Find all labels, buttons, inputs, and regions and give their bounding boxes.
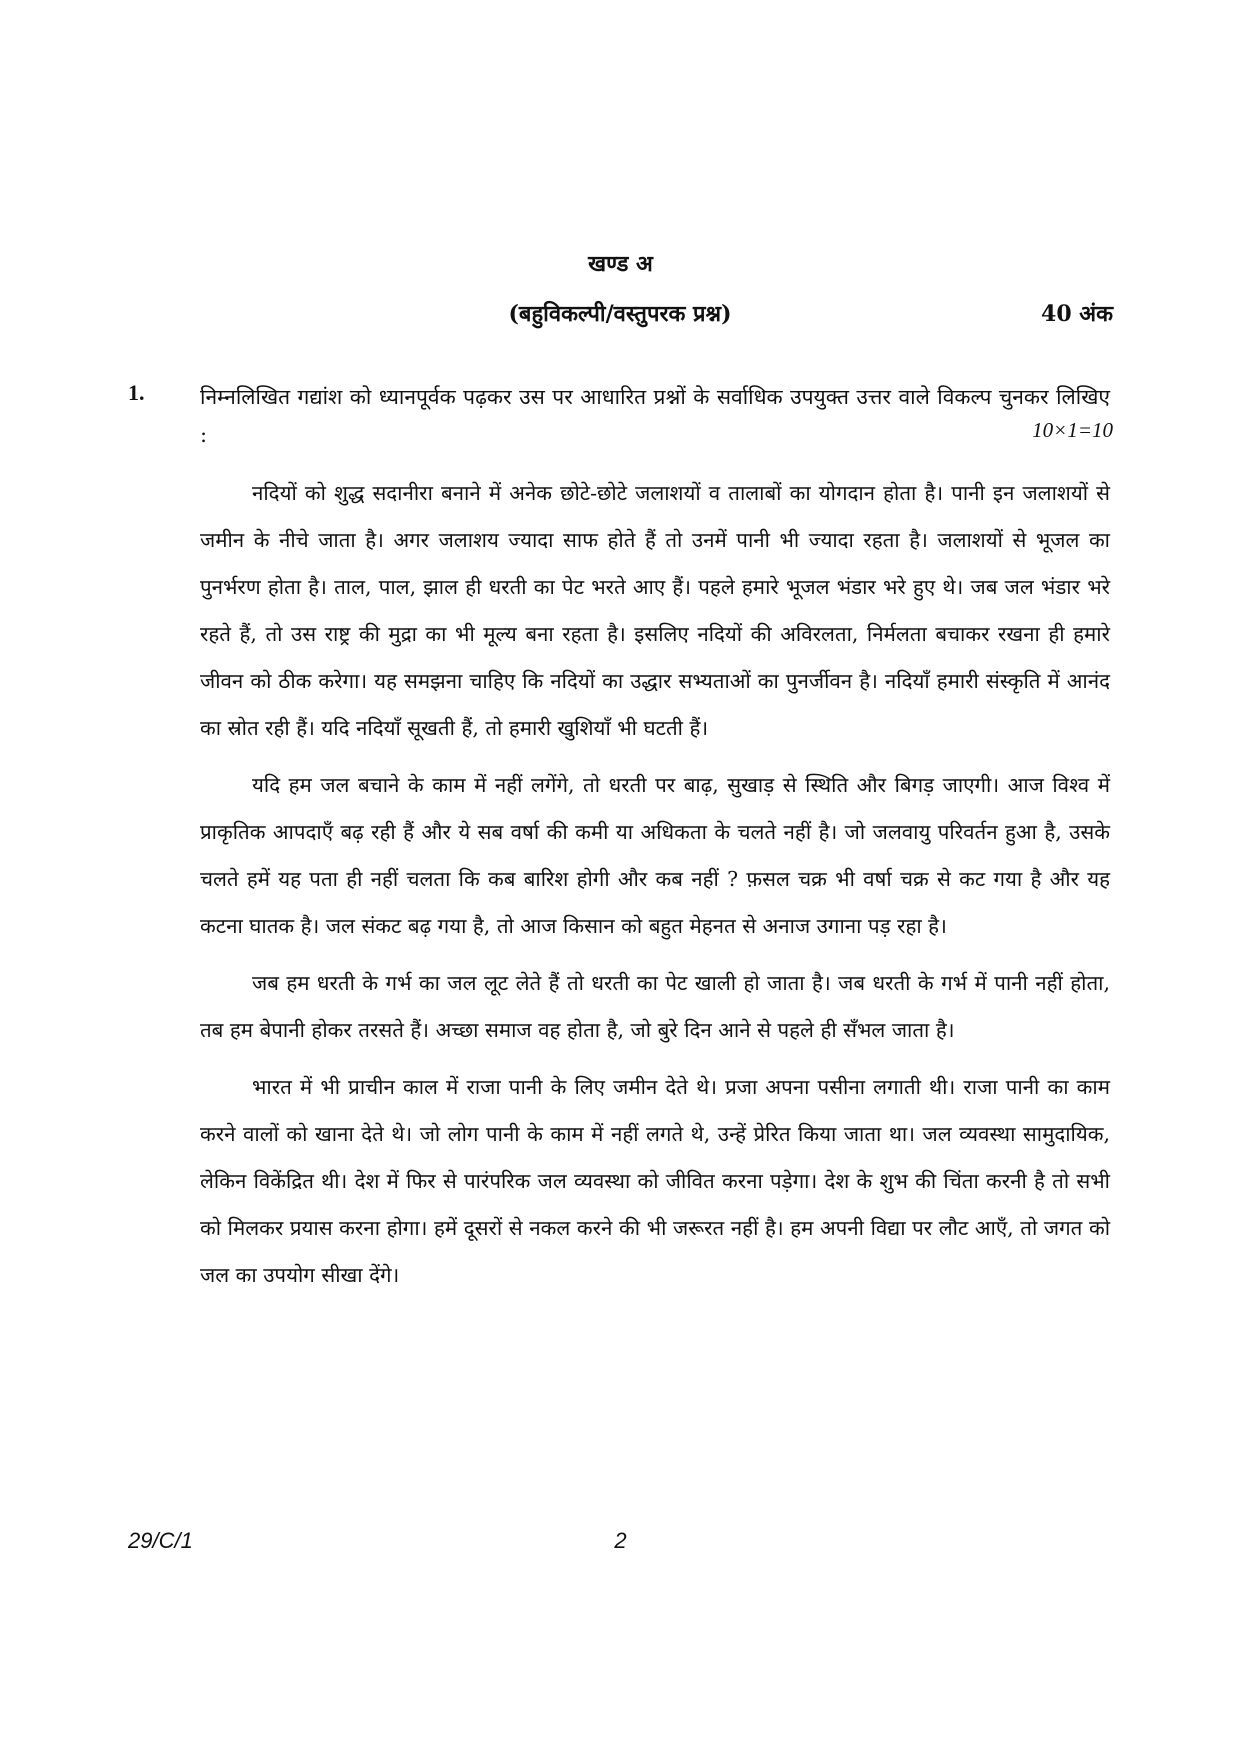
passage-paragraph: जब हम धरती के गर्भ का जल लूट लेते हैं तो धरती का पेट खाली हो जाता है। जब धरती के गर्भ में पानी नहीं होता, तब हम बेपानी होकर तरसते हैं। अच्छा समाज वह होता है, जो बुरे दिन आने से पहले ही सँभल जाता है। [200,971,1110,1042]
question-instruction: निम्नलिखित गद्यांश को ध्यानपूर्वक पढ़कर उस पर आधारित प्रश्नों के सर्वाधिक उपयुक्त उत्तर वाले विकल्प चुनकर लिखिए : [200,385,1110,447]
page-number: 2 [614,1528,627,1553]
passage-paragraph: यदि हम जल बचाने के काम में नहीं लगेंगे, तो धरती पर बाढ़, सुखाड़ से स्थिति और बिगड़ जाएगी। आज विश्व में प्राकृतिक आपदाएँ बढ़ रही हैं और ये सब वर्षा की कमी या अधिकता के चलते नहीं है। जो जलवायु परिवर्तन हुआ है, उसके चलते हमें यह पता ही नहीं चलता कि कब बारिश होगी और कब नहीं ? फ़सल चक्र भी वर्षा चक्र से कट गया है और यह कटना घातक है। जल संकट बढ़ गया है, तो आज किसान को बहुत मेहनत से अनाज उगाना पड़ रहा है। [200,773,1110,938]
section-subtitle: (बहुविकल्पी/वस्तुपरक प्रश्न) [508,301,732,327]
paper-code: 29/C/1 [128,1528,193,1553]
passage-paragraph: भारत में भी प्राचीन काल में राजा पानी के लिए जमीन देते थे। प्रजा अपना पसीना लगाती थी। राजा पानी का काम करने वालों को खाना देते थे। जो लोग पानी के काम में नहीं लगते थे, उन्हें प्रेरित किया जाता था। जल व्यवस्था सामुदायिक, लेकिन विकेंद्रित थी। देश में फिर से पारंपरिक जल व्यवस्था को जीवित करना पड़ेगा। देश के शुभ की चिंता करनी है तो सभी को मिलकर प्रयास करना होगा। हमें दूसरों से नकल करने की भी जरूरत नहीं है। हम अपनी विद्या पर लौट आएँ, तो जगत को जल का उपयोग सीखा देंगे। [200,1075,1110,1287]
section-title: खण्ड अ [588,251,653,277]
section-marks: 40 अंक [1041,301,1113,327]
question-number: 1. [128,380,145,405]
passage-paragraph: नदियों को शुद्ध सदानीरा बनाने में अनेक छोटे-छोटे जलाशयों व तालाबों का योगदान होता है। पानी इन जलाशयों से जमीन के नीचे जाता है। अगर जलाशय ज्यादा साफ होते हैं तो उनमें पानी भी ज्यादा रहता है। जलाशयों से भूजल का पुनर्भरण होता है। ताल, पाल, झाल ही धरती का पेट भरते आए हैं। पहले हमारे भूजल भंडार भरे हुए थे। जब जल भंडार भरे रहते हैं, तो उस राष्ट्र की मुद्रा का भी मूल्य बना रहता है। इसलिए नदियों की अविरलता, निर्मलता बचाकर रखना ही हमारे जीवन को ठीक करेगा। यह समझना चाहिए कि नदियों का उद्धार सभ्यताओं का पुनर्जीवन है। नदियाँ हमारी संस्कृति में आनंद का स्रोत रही हैं। यदि नदियाँ सूखती हैं, तो हमारी खुशियाँ भी घटती हैं। [200,481,1110,740]
passage [200,470,1110,1309]
question-marks-allocation: 10×1=10 [1032,418,1113,442]
